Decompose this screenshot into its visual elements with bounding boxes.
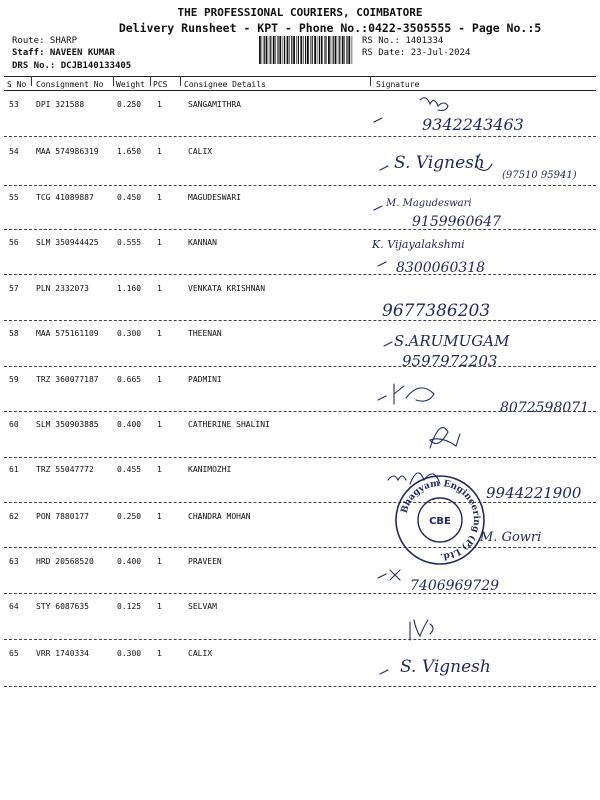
row-sno: 56: [9, 238, 19, 247]
row-weight: 1.650: [117, 147, 142, 156]
svg-text:8072598071: 8072598071: [500, 400, 590, 412]
svg-text:7406969729: 7406969729: [410, 578, 500, 594]
col-divider: [180, 76, 181, 86]
row-pcs: 1: [157, 193, 162, 202]
row-sno: 62: [9, 512, 19, 521]
row-weight: 0.250: [117, 512, 142, 521]
signature-scribble: [360, 92, 598, 136]
svg-text:9342243463: 9342243463: [422, 115, 524, 134]
row-sno: 54: [9, 147, 19, 156]
signature-scribble: [360, 322, 598, 366]
signature-scribble: [360, 644, 598, 688]
row-weight: 0.400: [117, 420, 142, 429]
row-consignment: TCG 41089887: [36, 193, 94, 202]
col-header-weight: Weight: [116, 80, 145, 89]
signature-scribble: [360, 188, 598, 232]
row-weight: 0.300: [117, 649, 142, 658]
row-consignment: SLM 350903885: [36, 420, 99, 429]
row-consignment: TRZ 360077187: [36, 375, 99, 384]
row-consignment: MAA 574986319: [36, 147, 99, 156]
row-consignee: MAGUDESWARI: [188, 193, 241, 202]
drs-number: DRS No.: DCJB140133405: [12, 61, 132, 71]
svg-text:CBE: CBE: [429, 516, 451, 527]
col-header-sno: S No: [7, 80, 27, 89]
row-pcs: 1: [157, 375, 162, 384]
row-sno: 60: [9, 420, 19, 429]
row-sno: 59: [9, 375, 19, 384]
svg-text:M. Gowri: M. Gowri: [480, 530, 542, 545]
row-consignment: PLN 2332073: [36, 284, 89, 293]
row-consignee: PADMINI: [188, 375, 222, 384]
row-sno: 55: [9, 193, 19, 202]
row-consignment: MAA 575161109: [36, 329, 99, 338]
row-pcs: 1: [157, 238, 162, 247]
row-pcs: 1: [157, 602, 162, 611]
table-header-rule: [4, 90, 596, 91]
rs-number: RS No.: 1401334: [362, 36, 444, 46]
signature-scribble: [360, 140, 598, 184]
row-sno: 63: [9, 557, 19, 566]
col-header-consignment: Consignment No: [36, 80, 104, 89]
svg-text:S. Vignesh: S. Vignesh: [400, 657, 491, 677]
col-header-consignee: Consignee Details: [184, 80, 266, 89]
svg-text:(97510 95941): (97510 95941): [502, 170, 577, 181]
row-pcs: 1: [157, 557, 162, 566]
svg-text:Bhagyam Engineering (P) Ltd.: Bhagyam Engineering (P) Ltd.: [399, 478, 482, 562]
col-divider: [113, 76, 114, 86]
row-sno: 58: [9, 329, 19, 338]
col-header-signature: Signature: [376, 80, 420, 89]
col-divider: [150, 76, 151, 86]
row-weight: 0.125: [117, 602, 142, 611]
row-pcs: 1: [157, 100, 162, 109]
row-sno: 64: [9, 602, 19, 611]
row-consignment: PON 7880177: [36, 512, 89, 521]
col-divider: [31, 76, 32, 86]
row-consignee: SELVAM: [188, 602, 217, 611]
row-consignment: VRR 1740334: [36, 649, 89, 658]
row-pcs: 1: [157, 329, 162, 338]
svg-text:S. Vignesh: S. Vignesh: [394, 153, 485, 173]
row-consignee: CATHERINE SHALINI: [188, 420, 270, 429]
row-consignee: CALIX: [188, 649, 213, 658]
row-pcs: 1: [157, 465, 162, 474]
row-pcs: 1: [157, 284, 162, 293]
row-weight: 1.160: [117, 284, 142, 293]
table-top-rule: [4, 76, 596, 77]
svg-text:9159960647: 9159960647: [412, 214, 502, 230]
row-consignee: CHANDRA MOHAN: [188, 512, 251, 521]
row-weight: 0.555: [117, 238, 142, 247]
row-consignee: CALIX: [188, 147, 213, 156]
row-pcs: 1: [157, 512, 162, 521]
row-weight: 0.400: [117, 557, 142, 566]
row-consignee: SANGAMITHRA: [188, 100, 241, 109]
row-weight: 0.250: [117, 100, 142, 109]
row-sno: 61: [9, 465, 19, 474]
svg-text:S.ARUMUGAM: S.ARUMUGAM: [394, 332, 510, 350]
row-weight: 0.300: [117, 329, 142, 338]
row-pcs: 1: [157, 147, 162, 156]
signature-scribble: [360, 234, 598, 278]
company-title: THE PROFESSIONAL COURIERS, COIMBATORE: [177, 6, 423, 19]
row-consignment: SLM 350944425: [36, 238, 99, 247]
staff-label: Staff: NAVEEN KUMAR: [12, 48, 115, 58]
svg-text:M. Magudeswari: M. Magudeswari: [386, 198, 472, 209]
signature-scribble: [360, 368, 598, 412]
row-consignment: STY 6087635: [36, 602, 89, 611]
row-weight: 0.455: [117, 465, 142, 474]
barcode: [258, 36, 354, 64]
svg-text:9944221900: 9944221900: [486, 484, 582, 502]
row-consignee: PRAVEEN: [188, 557, 222, 566]
row-weight: 0.450: [117, 193, 142, 202]
row-sno: 65: [9, 649, 19, 658]
rs-date: RS Date: 23-Jul-2024: [362, 48, 471, 58]
row-pcs: 1: [157, 420, 162, 429]
row-weight: 0.665: [117, 375, 142, 384]
row-sno: 57: [9, 284, 19, 293]
svg-text:9677386203: 9677386203: [382, 301, 491, 321]
row-consignee: KANNAN: [188, 238, 217, 247]
row-consignment: HRD 20568520: [36, 557, 94, 566]
row-consignee: VENKATA KRISHNAN: [188, 284, 266, 293]
col-header-pcs: PCS: [153, 80, 168, 89]
svg-text:8300060318: 8300060318: [396, 260, 486, 276]
row-consignment: TRZ 55047772: [36, 465, 94, 474]
row-consignee: KANIMOZHI: [188, 465, 232, 474]
signature-scribble: [360, 412, 598, 456]
col-divider: [370, 76, 371, 86]
route-label: Route: SHARP: [12, 36, 78, 46]
row-consignee: THEENAN: [188, 329, 222, 338]
row-pcs: 1: [157, 649, 162, 658]
runsheet-title: Delivery Runsheet - KPT - Phone No.:0422-3505555 - Page No.:5: [118, 21, 542, 35]
svg-text:K. Vijayalakshmi: K. Vijayalakshmi: [372, 238, 465, 251]
svg-text:9597972203: 9597972203: [402, 352, 498, 366]
signature-scribble: [360, 282, 598, 326]
row-consignment: DPI 321588: [36, 100, 85, 109]
row-sno: 53: [9, 100, 19, 109]
company-stamp: [392, 472, 488, 568]
signature-scribble: [360, 604, 598, 648]
